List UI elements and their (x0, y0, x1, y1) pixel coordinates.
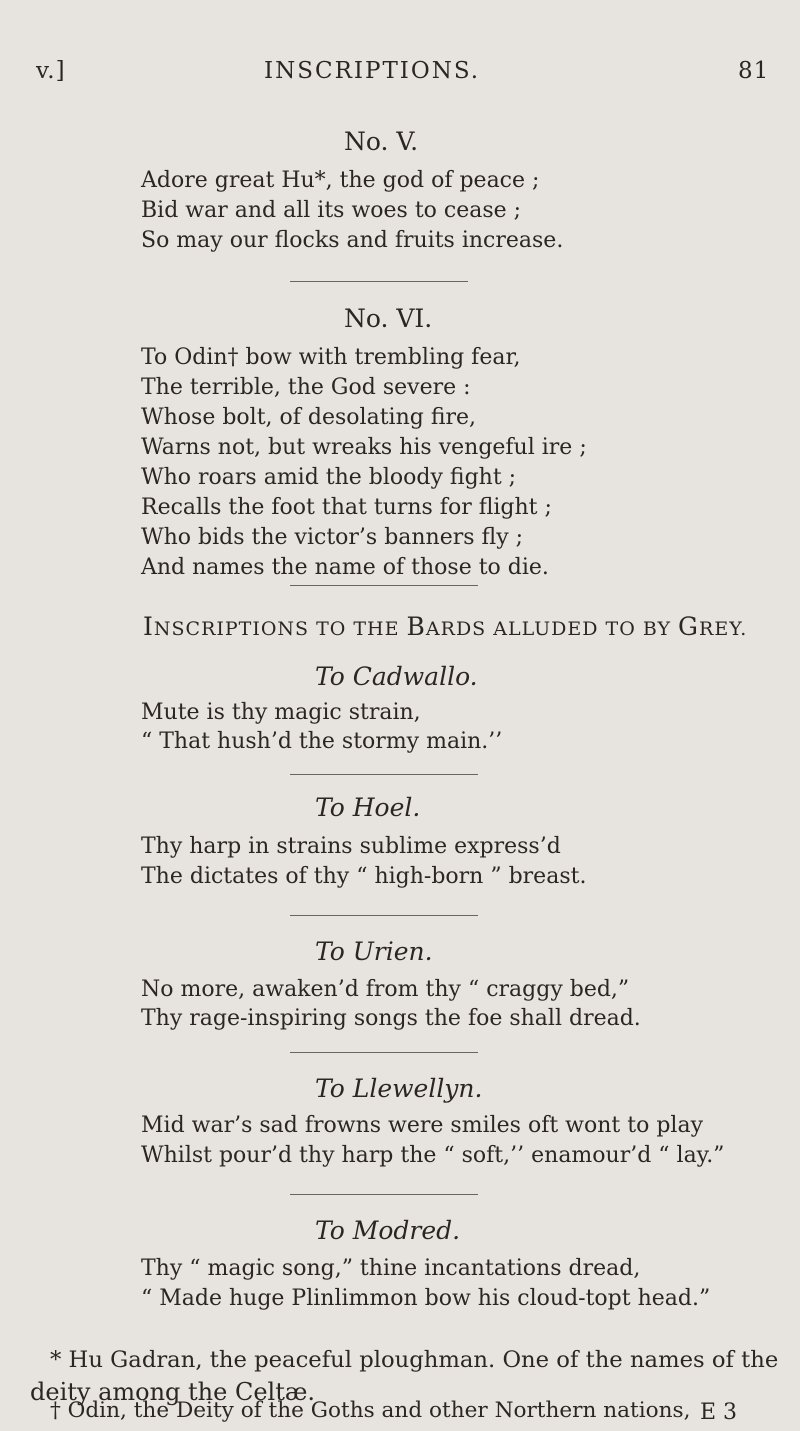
footnote-1: * Hu Gadran, the peaceful ploughman. One of the names of the (50, 1347, 779, 1373)
hoel-line-2: The dictates of thy “ high-born ” breast. (141, 864, 587, 889)
heading-part: B (406, 612, 426, 641)
poem5-title: No. V. (344, 127, 419, 156)
divider (290, 1194, 478, 1195)
poem5-line-3: So may our flocks and fruits increase. (141, 228, 564, 253)
header-title: INSCRIPTIONS. (264, 58, 481, 84)
urien-line-1: No more, awaken’d from thy “ craggy bed,” (141, 977, 630, 1002)
poem6-line-2: The terrible, the God severe : (141, 375, 471, 400)
header-page-number: 81 (738, 58, 770, 84)
cadwallo-line-1: Mute is thy magic strain, (141, 700, 421, 725)
modred-line-1: Thy “ magic song,” thine incantations dread, (141, 1256, 641, 1281)
signature-mark: E 3 (700, 1400, 738, 1425)
bard-title-llewellyn: To Llewellyn. (315, 1074, 483, 1103)
poem6-line-7: Who bids the victor’s banners fly ; (141, 525, 524, 550)
modred-line-2: “ Made huge Plinlimmon bow his cloud-topt head.” (141, 1286, 711, 1311)
poem6-line-1: To Odin† bow with trembling fear, (141, 345, 521, 370)
poem6-line-4: Warns not, but wreaks his vengeful ire ; (141, 435, 587, 460)
heading-part: G (678, 612, 700, 641)
llewellyn-line-2: Whilst pour’d thy harp the “ soft,’’ enamour’d “ lay.” (141, 1143, 725, 1168)
footnote-1-cont: deity among the Celtæ. (30, 1378, 316, 1406)
divider (290, 1052, 478, 1053)
bard-title-cadwallo: To Cadwallo. (315, 662, 478, 691)
bard-title-modred: To Modred. (315, 1216, 461, 1245)
divider (290, 774, 478, 775)
divider (290, 281, 468, 282)
poem6-line-8: And names the name of those to die. (141, 555, 549, 580)
poem6-line-6: Recalls the foot that turns for flight ; (141, 495, 552, 520)
poem6-line-3: Whose bolt, of desolating fire, (141, 405, 477, 430)
footnote-2: † Odin, the Deity of the Goths and other Northern nations, (50, 1398, 691, 1423)
divider (290, 585, 478, 586)
poem5-line-2: Bid war and all its woes to cease ; (141, 198, 522, 223)
llewellyn-line-1: Mid war’s sad frowns were smiles oft wont to play (141, 1113, 703, 1138)
heading-part: ARDS ALLUDED TO BY (425, 618, 679, 640)
section-heading (143, 612, 747, 641)
urien-line-2: Thy rage-inspiring songs the foe shall dread. (141, 1006, 641, 1031)
cadwallo-line-2: “ That hush’d the stormy main.’’ (141, 729, 503, 754)
hoel-line-1: Thy harp in strains sublime express’d (141, 834, 561, 859)
heading-part: NSCRIPTIONS TO THE (153, 618, 407, 640)
poem6-line-5: Who roars amid the bloody fight ; (141, 465, 517, 490)
header-chapter: v.] (36, 58, 66, 84)
heading-part: REY. (699, 618, 748, 640)
divider (290, 915, 478, 916)
bard-title-hoel: To Hoel. (315, 793, 421, 822)
poem6-title: No. VI. (344, 304, 433, 333)
poem5-line-1: Adore great Hu*, the god of peace ; (141, 168, 540, 193)
bard-title-urien: To Urien. (315, 937, 433, 966)
heading-part: I (143, 612, 154, 641)
